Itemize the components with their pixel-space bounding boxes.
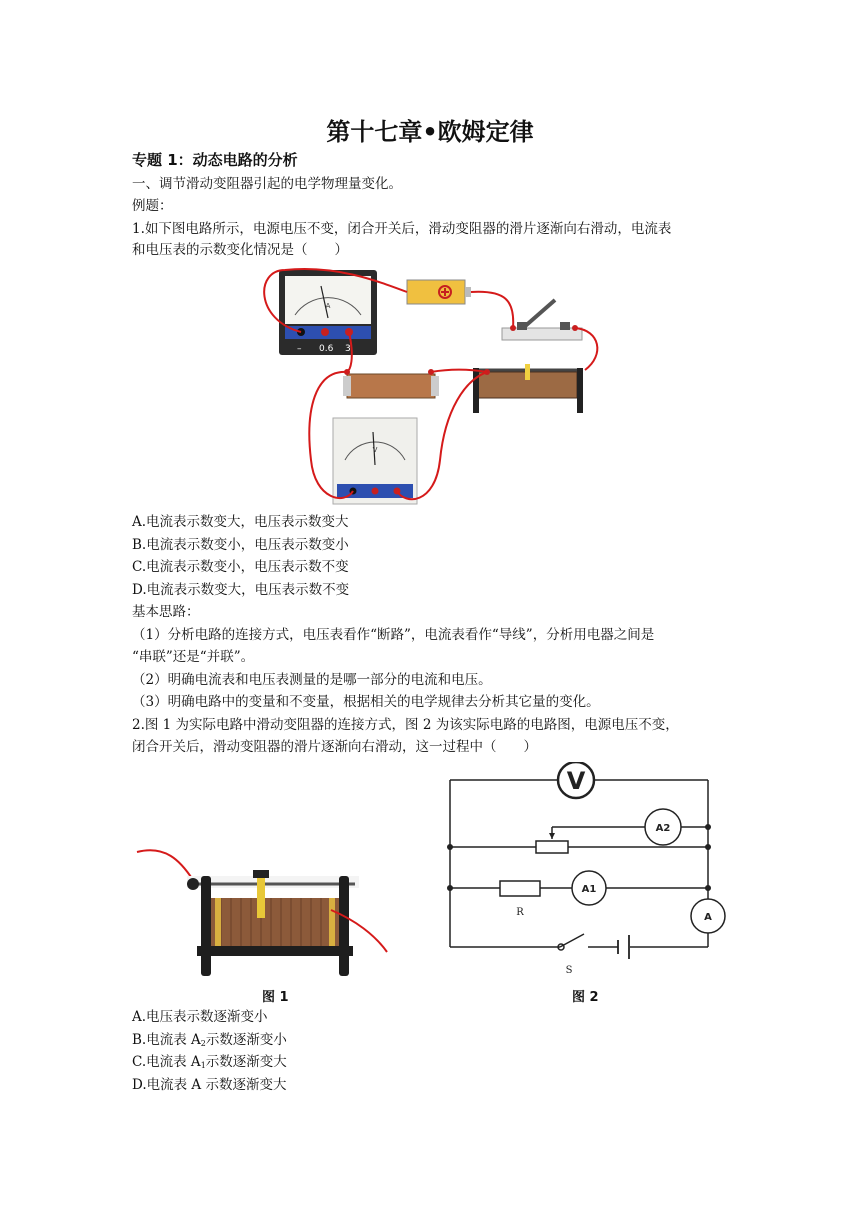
q1-option-b: B.电流表示数变小，电压表示数变小 <box>132 537 349 553</box>
figure-1-rheostat-photo <box>135 840 395 985</box>
q2-option-c-suffix: 示数逐渐变大 <box>205 1054 287 1070</box>
question-1-text-line1: 1.如下图电路所示，电源电压不变，闭合开关后，滑动变阻器的滑片逐渐向右滑动，电流表 <box>132 221 672 237</box>
ammeter-a1-label: A1 <box>581 884 597 895</box>
battery-device <box>407 280 471 304</box>
q2-option-b-prefix: B.电流表 A <box>132 1032 201 1048</box>
voltmeter-symbol-label: V <box>566 767 586 795</box>
q2-option-a: A.电压表示数逐渐变小 <box>132 1009 268 1025</box>
q2-option-d: D.电流表 A 示数逐渐变大 <box>132 1077 287 1093</box>
q2-option-c-subscript: 1 <box>200 1061 206 1070</box>
q1-option-a: A.电流表示数变大，电压表示数变大 <box>132 514 349 530</box>
thinking-step-3: （3）明确电路中的变量和不变量，根据相关的电学规律去分析其它量的变化。 <box>132 694 600 710</box>
figure-2-circuit-diagram <box>440 762 730 982</box>
topic-heading: 专题 1：动态电路的分析 <box>132 151 298 169</box>
q2-option-b <box>132 1030 287 1054</box>
ammeter-a2-label: A2 <box>655 823 671 834</box>
ammeter-a-label: A <box>704 912 712 923</box>
question-1-text-line2: 和电压表的示数变化情况是（ ） <box>132 242 348 258</box>
q2-option-b-suffix: 示数逐渐变小 <box>205 1032 287 1048</box>
example-label: 例题： <box>132 198 173 214</box>
ammeter-terminal-3: 3 <box>345 344 351 354</box>
thinking-step-1-line2: “串联”还是“并联”。 <box>132 649 255 665</box>
resistor-label: R <box>516 907 524 918</box>
ammeter-terminal-neg: – <box>297 344 302 354</box>
q2-option-c-prefix: C.电流表 A <box>132 1054 201 1070</box>
svg-text:V: V <box>372 446 378 454</box>
question-2-text-line1: 2.图 1 为实际电路中滑动变阻器的连接方式，图 2 为该实际电路的电路图，电源电压不变， <box>132 717 679 733</box>
q2-option-b-subscript: 2 <box>200 1039 206 1048</box>
question-1-circuit-photo <box>255 260 610 512</box>
q1-option-d: D.电流表示数变大，电压表示数不变 <box>132 582 350 598</box>
thinking-step-1-line1: （1）分析电路的连接方式，电压表看作“断路”，电流表看作“导线”，分析用电器之间是 <box>132 627 655 643</box>
figure-2-caption: 图 2 <box>572 990 599 1005</box>
question-2-text-line2: 闭合开关后，滑动变阻器的滑片逐渐向右滑动，这一过程中（ ） <box>132 739 537 755</box>
q1-option-c: C.电流表示数变小，电压表示数不变 <box>132 559 349 575</box>
rheostat-device <box>473 364 583 413</box>
thinking-step-2: （2）明确电流表和电压表测量的是哪一部分的电流和电压。 <box>132 672 492 688</box>
ammeter-terminal-0-6: 0.6 <box>319 344 334 354</box>
resistor-device <box>343 369 439 398</box>
svg-text:A: A <box>325 302 331 310</box>
q2-option-c <box>132 1052 287 1076</box>
document-title: 第十七章•欧姆定律 <box>326 118 534 146</box>
voltmeter-device <box>333 418 417 504</box>
thinking-label: 基本思路： <box>132 604 200 620</box>
ammeter-device <box>279 270 377 355</box>
switch-label: S <box>565 965 573 976</box>
figure-1-caption: 图 1 <box>262 990 289 1005</box>
section-heading: 一、调节滑动变阻器引起的电学物理量变化。 <box>132 176 402 192</box>
